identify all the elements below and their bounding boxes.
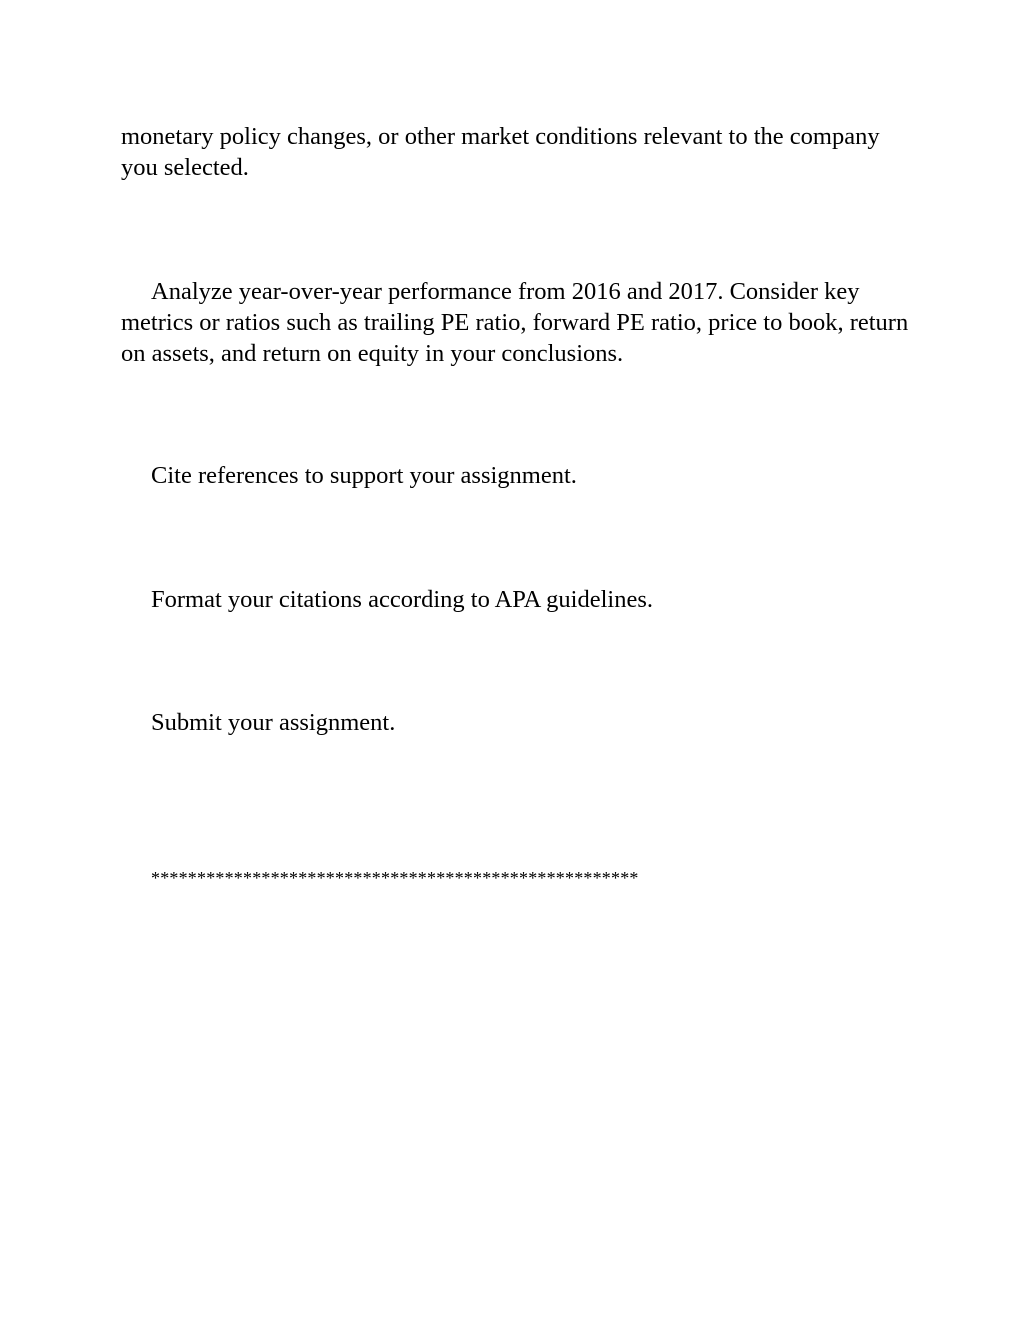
asterisk-separator: ***************************************************** [151,868,639,888]
paragraph-cite-references: Cite references to support your assignment. [151,462,577,489]
paragraph-format-citations: Format your citations according to APA guidelines. [151,586,653,613]
paragraph-submit-assignment: Submit your assignment. [151,709,396,736]
paragraph-market-conditions: monetary policy changes, or other market conditions relevant to the company you selected. [121,123,880,181]
paragraph-analyze-performance: Analyze year-over-year performance from 2016 and 2017. Consider key metrics or ratios such as trailing PE ratio, forward PE ratio, price to book, return on assets, and return on equity in your conclusions. [121,278,909,367]
